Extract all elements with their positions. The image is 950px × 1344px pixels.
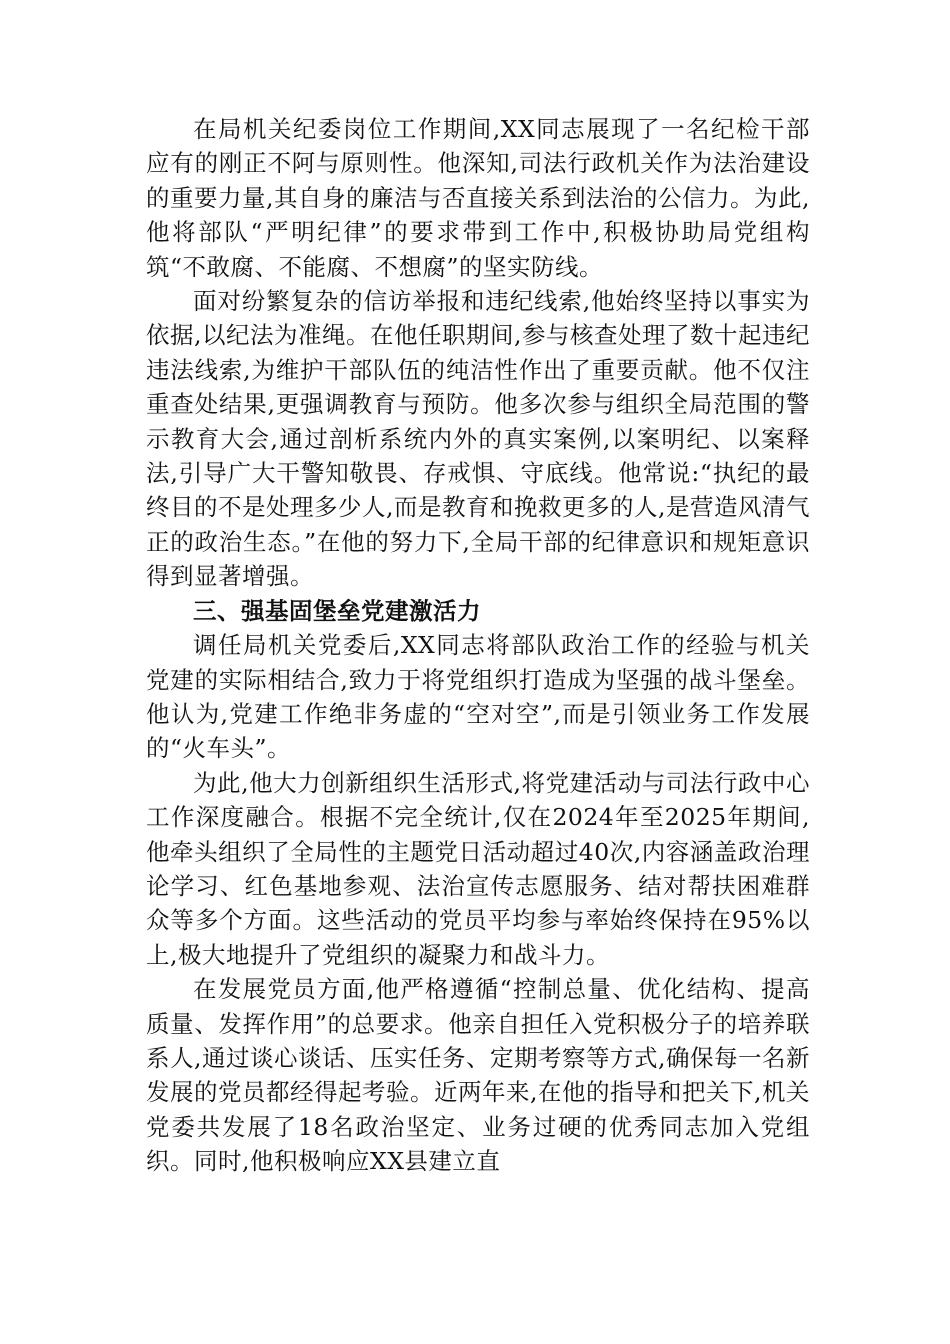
paragraph-discipline-role: 在局机关纪委岗位工作期间,XX同志展现了一名纪检干部应有的刚正不阿与原则性。他深知,司法行政机关作为法治建设的重要力量,其自身的廉洁与否直接关系到法治的公信力。为此,他将部队“严明纪律”的要求带到工作中,积极协助局党组构筑“不敢腐、不能腐、不想腐”的坚实防线。 — [146, 115, 810, 281]
section-heading-3: 三、强基固堡垒党建激活力 — [193, 596, 481, 625]
paragraph-case-handling: 面对纷繁复杂的信访举报和违纪线索,他始终坚持以事实为依据,以纪法为准绳。在他任职期间,参与核查处理了数十起违纪违法线索,为维护干部队伍的纯洁性作出了重要贡献。他不仅注重查处结果,更强调教育与预防。他多次参与组织全局范围的警示教育大会,通过剖析系统内外的真实案例,以案明纪、以案释法,引导广大干警知敬畏、存戒惧、守底线。他常说:“执纪的最终目的不是处理多少人,而是教育和挽救更多的人,是营造风清气正的政治生态。”在他的努力下,全局干部的纪律意识和规矩意识得到显著增强。 — [146, 287, 810, 591]
paragraph-party-committee: 调任局机关党委后,XX同志将部队政治工作的经验与机关党建的实际相结合,致力于将党组织打造成为坚强的战斗堡垒。他认为,党建工作绝非务虚的“空对空”,而是引领业务工作发展的“火车头”。 — [146, 631, 810, 763]
document-page — [146, 112, 810, 1179]
paragraph-member-development: 在发展党员方面,他严格遵循“控制总量、优化结构、提高质量、发挥作用”的总要求。他亲自担任入党积极分子的培养联系人,通过谈心谈话、压实任务、定期考察等方式,确保每一名新发展的党员都经得起考验。近两年来,在他的指导和把关下,机关党委共发展了18名政治坚定、业务过硬的优秀同志加入党组织。同时,他积极响应XX县建立直 — [146, 975, 810, 1176]
paragraph-party-activities: 为此,他大力创新组织生活形式,将党建活动与司法行政中心工作深度融合。根据不完全统计,仅在2024年至2025年期间,他牵头组织了全局性的主题党日活动超过40次,内容涵盖政治理论学习、红色基地参观、法治宣传志愿服务、结对帮扶困难群众等多个方面。这些活动的党员平均参与率始终保持在95%以上,极大地提升了党组织的凝聚力和战斗力。 — [146, 768, 810, 969]
